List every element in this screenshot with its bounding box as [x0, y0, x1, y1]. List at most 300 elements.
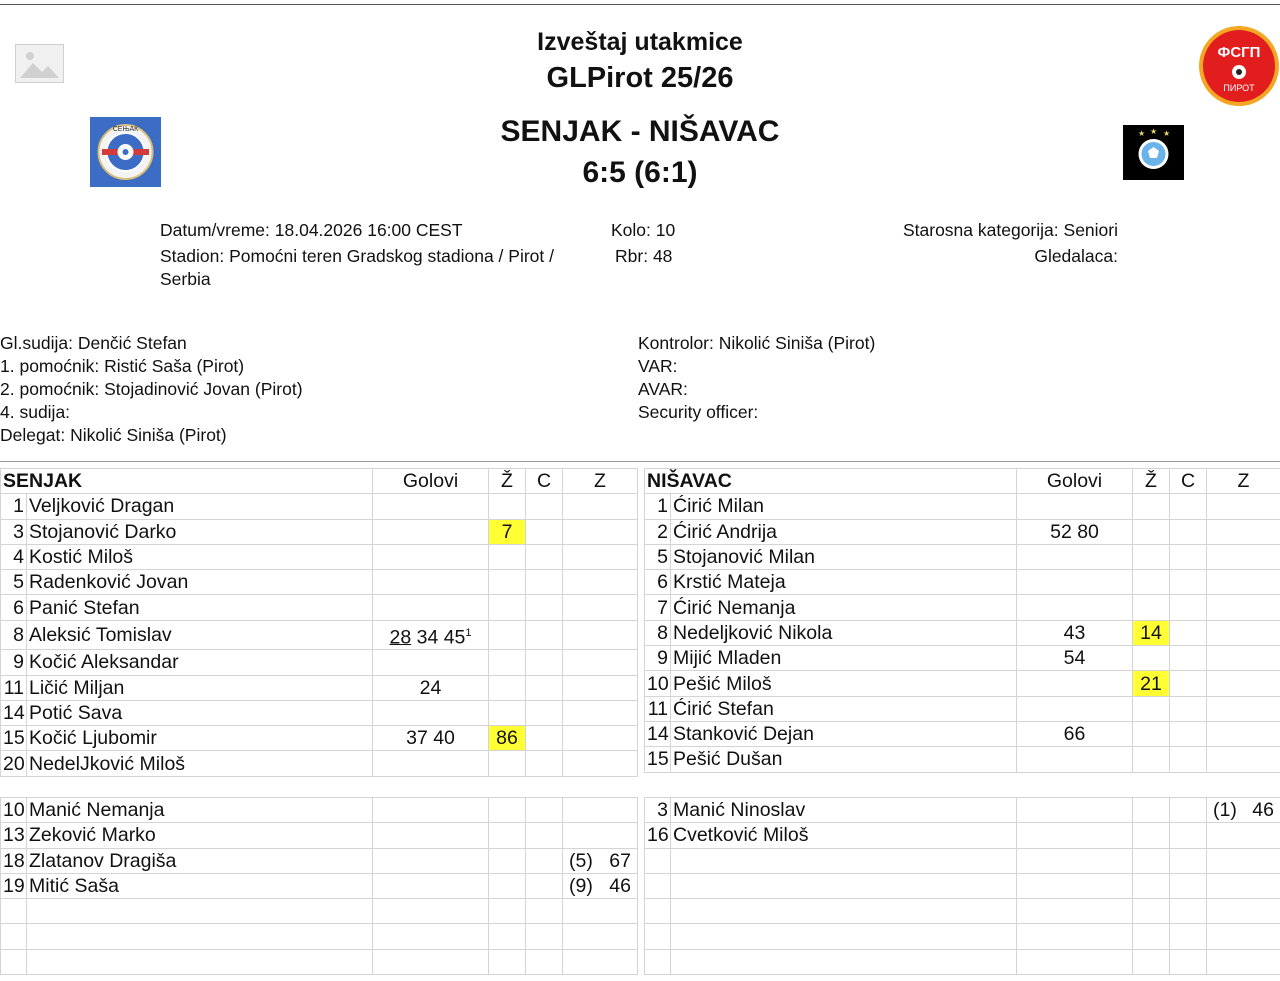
- player-name: Mijić Mladen: [671, 646, 1017, 671]
- player-yellow-card: [489, 899, 526, 924]
- player-red-card: [1170, 899, 1207, 924]
- empty-cell: [671, 924, 1017, 949]
- empty-cell: [27, 949, 373, 974]
- empty-cell: [645, 924, 671, 949]
- player-red-card: [526, 751, 563, 776]
- substitute-row: [1, 848, 638, 873]
- player-number: 6: [645, 570, 671, 595]
- player-name: Kočić Ljubomir: [27, 726, 373, 751]
- player-name: NedelJković Miloš: [27, 751, 373, 776]
- player-yellow-card: [1133, 747, 1170, 772]
- player-row: [645, 544, 1280, 569]
- player-number: 5: [645, 544, 671, 569]
- empty-cell: [1, 924, 27, 949]
- player-substitution: [1207, 873, 1280, 898]
- player-red-card: [526, 650, 563, 675]
- player-substitution: [1207, 747, 1280, 772]
- avar-official: AVAR:: [638, 379, 688, 399]
- red-header: C: [1170, 469, 1207, 494]
- player-goals: [1017, 696, 1133, 721]
- player-name: Aleksić Tomislav: [27, 620, 373, 650]
- player-red-card: [1170, 671, 1207, 696]
- player-red-card: [1170, 823, 1207, 848]
- player-number: 1: [1, 494, 27, 519]
- player-row: [645, 671, 1280, 696]
- empty-cell: [645, 873, 671, 898]
- player-yellow-card: [1133, 519, 1170, 544]
- player-red-card: [1170, 924, 1207, 949]
- empty-row: [645, 873, 1280, 898]
- home-logo-text: СЕЊАК: [112, 126, 139, 133]
- player-number: 19: [1, 873, 27, 898]
- player-goals: [373, 519, 489, 544]
- player-substitution: [1207, 646, 1280, 671]
- player-number: 14: [1, 700, 27, 725]
- player-number: 8: [645, 620, 671, 645]
- player-goals: 52 80: [1017, 519, 1133, 544]
- player-red-card: [526, 570, 563, 595]
- player-goals: [373, 544, 489, 569]
- player-name: Ćirić Stefan: [671, 696, 1017, 721]
- match-stadium: [160, 245, 600, 291]
- player-yellow-card: 14: [1133, 620, 1170, 645]
- player-row: [645, 696, 1280, 721]
- player-substitution: [563, 848, 638, 873]
- round-label: Kolo:: [611, 220, 651, 240]
- player-substitution: [563, 899, 638, 924]
- player-row: [645, 494, 1280, 519]
- player-substitution: [563, 823, 638, 848]
- empty-cell: [1, 949, 27, 974]
- sub-header: Z: [563, 469, 638, 494]
- player-goals: 66: [1017, 721, 1133, 746]
- player-number: 15: [645, 747, 671, 772]
- player-name: Stojanović Darko: [27, 519, 373, 544]
- player-goals: [373, 595, 489, 620]
- player-yellow-card: [489, 823, 526, 848]
- sub-header: Z: [1207, 469, 1280, 494]
- player-name: Ličić Miljan: [27, 675, 373, 700]
- yellow-header: Ž: [489, 469, 526, 494]
- player-number: 6: [1, 595, 27, 620]
- age-category: [840, 219, 1118, 242]
- empty-cell: [645, 848, 671, 873]
- player-row: [645, 519, 1280, 544]
- player-yellow-card: 7: [489, 519, 526, 544]
- player-name: Veljković Dragan: [27, 494, 373, 519]
- player-substitution: [563, 873, 638, 898]
- player-goals: [1017, 544, 1133, 569]
- player-row: [1, 519, 638, 544]
- player-goals: [1017, 798, 1133, 823]
- player-name: Cvetković Miloš: [671, 823, 1017, 848]
- player-yellow-card: 21: [1133, 671, 1170, 696]
- player-row: [1, 595, 638, 620]
- player-goals: 43: [1017, 620, 1133, 645]
- round-value: 10: [655, 220, 676, 240]
- empty-row: [645, 848, 1280, 873]
- player-row: [1, 570, 638, 595]
- officials-right: [638, 332, 1238, 424]
- player-yellow-card: [489, 570, 526, 595]
- sub-minute: 67: [609, 849, 631, 872]
- substitute-row: [645, 823, 1280, 848]
- player-goals: [373, 949, 489, 974]
- player-substitution: [563, 494, 638, 519]
- svg-text:★: ★: [1150, 127, 1158, 136]
- player-yellow-card: [1133, 494, 1170, 519]
- competition-name: GLPirot 25/26: [546, 62, 734, 94]
- player-name: Kočić Aleksandar: [27, 650, 373, 675]
- player-name: Stanković Dejan: [671, 721, 1017, 746]
- empty-cell: [645, 949, 671, 974]
- player-goals: [373, 650, 489, 675]
- player-row: [645, 646, 1280, 671]
- player-red-card: [1170, 620, 1207, 645]
- player-name: Ćirić Milan: [671, 494, 1017, 519]
- player-substitution: [563, 798, 638, 823]
- player-red-card: [526, 798, 563, 823]
- red-header: C: [526, 469, 563, 494]
- player-red-card: [526, 700, 563, 725]
- player-substitution: [1207, 949, 1280, 974]
- away-table-header: [645, 469, 1280, 494]
- svg-text:★: ★: [1138, 129, 1146, 138]
- player-yellow-card: [489, 924, 526, 949]
- player-goals: [1017, 873, 1133, 898]
- player-row: [1, 726, 638, 751]
- attendance-label: Gledalaca:: [1034, 246, 1118, 266]
- player-red-card: [1170, 747, 1207, 772]
- player-yellow-card: [489, 650, 526, 675]
- player-goals: [373, 924, 489, 949]
- player-red-card: [1170, 570, 1207, 595]
- substitute-row: [1, 823, 638, 848]
- player-goals: [1017, 949, 1133, 974]
- player-substitution: [1207, 671, 1280, 696]
- player-substitution: [563, 620, 638, 650]
- match-title: SENJAK - NIŠAVAC: [500, 115, 780, 148]
- federation-logo-text: ФСГП: [1217, 44, 1261, 61]
- empty-row: [645, 899, 1280, 924]
- away-subs-table: [644, 797, 1280, 975]
- home-subs-table: [0, 797, 638, 975]
- top-border: [0, 4, 1280, 5]
- player-row: [1, 675, 638, 700]
- stadium-value: Pomoćni teren Gradskog stadiona / Pirot /: [229, 246, 554, 266]
- empty-row: [1, 924, 638, 949]
- player-name: Krstić Mateja: [671, 570, 1017, 595]
- player-row: [645, 595, 1280, 620]
- player-yellow-card: [489, 544, 526, 569]
- player-number: 11: [1, 675, 27, 700]
- player-substitution: [563, 700, 638, 725]
- player-red-card: [1170, 949, 1207, 974]
- rbr-label: Rbr:: [615, 246, 649, 266]
- player-name: Potić Sava: [27, 700, 373, 725]
- player-goals: [1017, 671, 1133, 696]
- player-yellow-card: [1133, 798, 1170, 823]
- player-red-card: [526, 595, 563, 620]
- player-number: 18: [1, 848, 27, 873]
- player-substitution: [1207, 494, 1280, 519]
- player-number: 16: [645, 823, 671, 848]
- player-goals: 37 40: [373, 726, 489, 751]
- player-red-card: [1170, 494, 1207, 519]
- sub-replaced-number: (9): [569, 875, 593, 898]
- empty-cell: [671, 848, 1017, 873]
- empty-row: [645, 924, 1280, 949]
- player-name: Stojanović Milan: [671, 544, 1017, 569]
- stadium-label: Stadion:: [160, 246, 225, 266]
- player-name: Pešić Dušan: [671, 747, 1017, 772]
- federation-logo-subtext: ПИРОТ: [1223, 83, 1255, 93]
- player-goals: [373, 848, 489, 873]
- player-yellow-card: [489, 848, 526, 873]
- player-name: Zeković Marko: [27, 823, 373, 848]
- player-substitution: [1207, 848, 1280, 873]
- player-substitution: [1207, 519, 1280, 544]
- player-number: 14: [645, 721, 671, 746]
- player-number: 8: [1, 620, 27, 650]
- empty-cell: [671, 899, 1017, 924]
- player-number: 13: [1, 823, 27, 848]
- player-row: [1, 650, 638, 675]
- player-substitution: [1207, 798, 1280, 823]
- empty-cell: [645, 899, 671, 924]
- player-goals: [1017, 848, 1133, 873]
- player-number: 10: [645, 671, 671, 696]
- player-red-card: [1170, 646, 1207, 671]
- goals-header: Golovi: [1017, 469, 1133, 494]
- player-substitution: [563, 751, 638, 776]
- goal-minute-underlined: 28: [389, 626, 412, 649]
- player-substitution: [563, 544, 638, 569]
- substitute-row: [1, 873, 638, 898]
- player-substitution: [1207, 899, 1280, 924]
- away-team-name: NIŠAVAC: [645, 469, 1017, 494]
- rbr-value: 48: [652, 246, 673, 266]
- player-number: 4: [1, 544, 27, 569]
- player-red-card: [1170, 721, 1207, 746]
- assistant-referee-2: 2. pomoćnik: Stojadinović Jovan (Pirot): [0, 379, 303, 399]
- empty-cell: [671, 873, 1017, 898]
- player-number: 2: [645, 519, 671, 544]
- home-lineup-table: [0, 468, 638, 777]
- player-red-card: [526, 823, 563, 848]
- player-goals: [1017, 494, 1133, 519]
- substitute-row: [1, 798, 638, 823]
- player-yellow-card: [1133, 924, 1170, 949]
- assistant-referee-1: 1. pomoćnik: Ristić Saša (Pirot): [0, 356, 245, 376]
- away-lineup-table: [644, 468, 1280, 773]
- player-number: 20: [1, 751, 27, 776]
- player-name: Mitić Saša: [27, 873, 373, 898]
- player-goals: [1017, 924, 1133, 949]
- player-substitution: [1207, 696, 1280, 721]
- player-row: [1, 751, 638, 776]
- player-red-card: [1170, 519, 1207, 544]
- player-number: 10: [1, 798, 27, 823]
- player-substitution: [1207, 595, 1280, 620]
- match-datetime: [160, 219, 600, 242]
- player-goals: [373, 570, 489, 595]
- match-round: [611, 219, 675, 242]
- player-goals: 54: [1017, 646, 1133, 671]
- age-label: Starosna kategorija:: [902, 220, 1059, 240]
- player-red-card: [526, 726, 563, 751]
- player-yellow-card: [489, 751, 526, 776]
- player-yellow-card: [1133, 848, 1170, 873]
- empty-row: [1, 899, 638, 924]
- player-name: Nedeljković Nikola: [671, 620, 1017, 645]
- player-name: Ćirić Nemanja: [671, 595, 1017, 620]
- player-yellow-card: [489, 700, 526, 725]
- player-substitution: [563, 570, 638, 595]
- empty-cell: [1, 899, 27, 924]
- player-name: Pešić Miloš: [671, 671, 1017, 696]
- home-table-header: [1, 469, 638, 494]
- player-substitution: [1207, 570, 1280, 595]
- player-red-card: [526, 899, 563, 924]
- player-goals: [373, 873, 489, 898]
- home-team-logo: [90, 117, 161, 187]
- player-number: 3: [1, 519, 27, 544]
- player-yellow-card: [1133, 646, 1170, 671]
- player-goals: [1017, 570, 1133, 595]
- player-row: [645, 721, 1280, 746]
- player-substitution: [563, 924, 638, 949]
- player-row: [645, 747, 1280, 772]
- player-number: 1: [645, 494, 671, 519]
- stadium-country: Serbia: [160, 269, 211, 289]
- player-yellow-card: [489, 949, 526, 974]
- player-goals: [373, 620, 489, 650]
- player-name: Radenković Jovan: [27, 570, 373, 595]
- substitute-row: [645, 798, 1280, 823]
- player-number: 7: [645, 595, 671, 620]
- sub-replaced-number: (1): [1213, 799, 1237, 822]
- away-team-logo: [1123, 125, 1184, 180]
- player-red-card: [526, 873, 563, 898]
- datetime-label: Datum/vreme:: [160, 220, 270, 240]
- player-red-card: [526, 519, 563, 544]
- yellow-header: Ž: [1133, 469, 1170, 494]
- player-number: 9: [645, 646, 671, 671]
- sub-minute: 46: [1252, 799, 1274, 822]
- goals-header: Golovi: [373, 469, 489, 494]
- player-yellow-card: [1133, 570, 1170, 595]
- empty-cell: [27, 899, 373, 924]
- controller: Kontrolor: Nikolić Siniša (Pirot): [638, 333, 876, 353]
- player-red-card: [526, 620, 563, 650]
- player-yellow-card: [489, 798, 526, 823]
- player-red-card: [1170, 798, 1207, 823]
- player-substitution: [1207, 721, 1280, 746]
- player-number: 5: [1, 570, 27, 595]
- player-yellow-card: [489, 595, 526, 620]
- player-yellow-card: 86: [489, 726, 526, 751]
- player-yellow-card: [1133, 544, 1170, 569]
- player-row: [1, 494, 638, 519]
- svg-text:★: ★: [1163, 129, 1171, 138]
- player-substitution: [563, 595, 638, 620]
- player-substitution: [1207, 924, 1280, 949]
- player-red-card: [1170, 873, 1207, 898]
- fourth-official: 4. sudija:: [0, 402, 71, 422]
- player-substitution: [563, 726, 638, 751]
- player-substitution: [563, 675, 638, 700]
- player-row: [645, 620, 1280, 645]
- section-divider: [0, 461, 1280, 462]
- match-rbr: [615, 245, 672, 268]
- player-row: [645, 570, 1280, 595]
- security-officer: Security officer:: [638, 402, 759, 422]
- player-red-card: [1170, 544, 1207, 569]
- player-red-card: [1170, 595, 1207, 620]
- player-red-card: [1170, 848, 1207, 873]
- age-value: Seniori: [1063, 220, 1118, 240]
- empty-cell: [27, 924, 373, 949]
- sub-minute: 46: [609, 875, 631, 898]
- datetime-value: 18.04.2026 16:00 CEST: [274, 220, 463, 240]
- player-yellow-card: [1133, 899, 1170, 924]
- player-goals: [1017, 899, 1133, 924]
- player-substitution: [563, 519, 638, 544]
- federation-logo: [1198, 25, 1280, 107]
- player-row: [1, 700, 638, 725]
- player-name: Kostić Miloš: [27, 544, 373, 569]
- player-goals: [1017, 595, 1133, 620]
- player-yellow-card: [1133, 721, 1170, 746]
- player-goals: [373, 798, 489, 823]
- player-goals: [373, 751, 489, 776]
- player-row: [1, 620, 638, 650]
- player-substitution: [1207, 544, 1280, 569]
- player-goals: [373, 899, 489, 924]
- player-yellow-card: [489, 494, 526, 519]
- player-red-card: [526, 544, 563, 569]
- player-red-card: [526, 924, 563, 949]
- player-name: Manić Nemanja: [27, 798, 373, 823]
- report-title: Izveštaj utakmice: [537, 28, 743, 56]
- player-goals: 24: [373, 675, 489, 700]
- player-name: Ćirić Andrija: [671, 519, 1017, 544]
- sub-replaced-number: (5): [569, 849, 593, 872]
- player-row: [1, 544, 638, 569]
- player-yellow-card: [1133, 696, 1170, 721]
- player-number: 11: [645, 696, 671, 721]
- delegate: Delegat: Nikolić Siniša (Pirot): [0, 425, 227, 445]
- player-name: Zlatanov Dragiša: [27, 848, 373, 873]
- player-red-card: [526, 494, 563, 519]
- main-referee: Gl.sudija: Denčić Stefan: [0, 333, 187, 353]
- player-goals: [373, 700, 489, 725]
- player-number: 9: [1, 650, 27, 675]
- player-number: 3: [645, 798, 671, 823]
- player-goals: [1017, 747, 1133, 772]
- player-number: 15: [1, 726, 27, 751]
- player-substitution: [1207, 620, 1280, 645]
- player-goals: [373, 823, 489, 848]
- match-score: 6:5 (6:1): [582, 156, 698, 189]
- empty-cell: [671, 949, 1017, 974]
- player-yellow-card: [489, 675, 526, 700]
- player-substitution: [1207, 823, 1280, 848]
- empty-row: [645, 949, 1280, 974]
- player-substitution: [563, 650, 638, 675]
- player-goals: [373, 494, 489, 519]
